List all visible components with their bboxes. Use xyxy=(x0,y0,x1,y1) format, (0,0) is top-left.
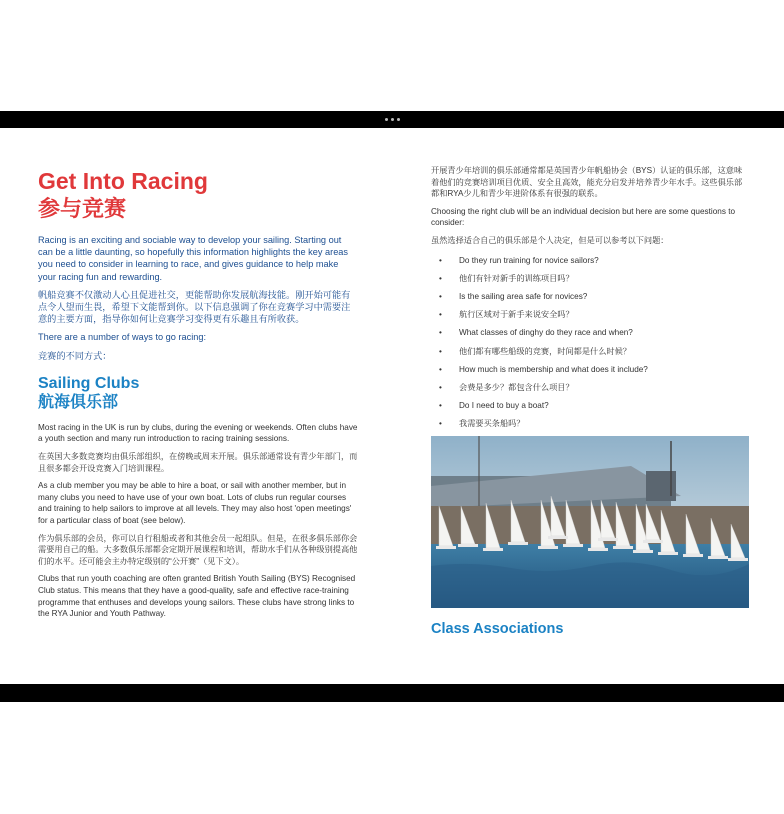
question-item: • 航行区域对于新手来说安全吗？ xyxy=(431,309,749,320)
section-heading-sailing-clubs: Sailing Clubs xyxy=(38,374,140,392)
questions-list xyxy=(431,255,749,430)
question-item: • What classes of dinghy do they race and when? xyxy=(431,327,749,338)
section-heading-sailing-clubs-zh: 航海俱乐部 xyxy=(38,393,119,411)
question-item: • 我需要买条船吗？ xyxy=(431,418,749,429)
paragraph: Most racing in the UK is run by clubs, during the evening or weekends. Often clubs have a youth section and many run introduction to racing training sessions. xyxy=(38,422,358,444)
question-item: • Is the sailing area safe for novices? xyxy=(431,291,749,302)
section-heading-class-associations: Class Associations xyxy=(431,621,564,638)
paragraph: Clubs that run youth coaching are often granted British Youth Sailing (BYS) Recognised Club status. This means that they have a good-quality, safe and effective race-training programme that enthuses and develops young sailors. These clubs have strong links to the RYA Junior and Youth Pathway. xyxy=(38,574,356,619)
question-item: • 他们有针对新手的训练项目吗？ xyxy=(431,273,749,284)
more-options-icon[interactable] xyxy=(0,111,784,128)
intro-en: Racing is an exciting and sociable way to develop your sailing. Starting out can be a little daunting, so hopefully this information highlights the key areas you need to consider in learning to race, and gives guidance to help make your racing fun and rewarding. xyxy=(38,235,349,282)
paragraph-zh: 虽然选择适合自己的俱乐部是个人决定，但是可以参考以下问题： xyxy=(431,235,669,245)
page-title-zh: 参与竞赛 xyxy=(38,196,127,221)
paragraph: As a club member you may be able to hire a boat, or sail with another member, but in many clubs you need to have use of your own boat. Lots of clubs run regular courses and training to help sailors to improve at all levels. They may also host 'open meetings' for a particular class of boat (see below). xyxy=(38,481,352,525)
left-column xyxy=(38,168,358,626)
paragraph: Choosing the right club will be an individual decision but here are some questions to consider: xyxy=(431,206,736,228)
question-item: • Do they run training for novice sailors? xyxy=(431,255,749,266)
question-item: • 他们都有哪些船级的竞赛，时间都是什么时候？ xyxy=(431,346,749,357)
page-title: Get Into Racing xyxy=(38,168,208,194)
ways-en: There are a number of ways to go racing: xyxy=(38,332,207,343)
sailing-dinghies-photo xyxy=(431,436,749,608)
question-item: • How much is membership and what does it include? xyxy=(431,364,749,375)
paragraph-zh: 开展青少年培训的俱乐部通常都是英国青少年帆船协会（BYS）认证的俱乐部，这意味着他们的竞赛培训项目优质、安全且高效，能充分启发并培养青少年水手。这些俱乐部都和RYA少儿和青少年进阶体系有很强的联系。 xyxy=(431,166,743,199)
ways-zh: 竞赛的不同方式： xyxy=(38,350,112,361)
question-item: • Do I need to buy a boat? xyxy=(431,400,749,411)
question-item: • 会费是多少？都包含什么项目？ xyxy=(431,382,749,393)
intro-zh: 帆船竞赛不仅激动人心且促进社交，更能帮助你发展航海技能。刚开始可能有点令人望而生畏，希望下文能帮到你。以下信息强调了你在竞赛学习中需要注意的主要方面，指导你如何让竞赛学习变得更有乐趣且有所收获。 xyxy=(38,289,351,325)
right-column xyxy=(431,165,749,638)
paragraph-zh: 在英国大多数竞赛均由俱乐部组织，在傍晚或周末开展。俱乐部通常设有青少年部门，而且很多都会开设竞赛入门培训课程。 xyxy=(38,452,358,473)
paragraph-zh: 作为俱乐部的会员，你可以自行租船或者和其他会员一起组队。但是，在很多俱乐部你会需要用自己的船。大多数俱乐部都会定期开展课程和培训，帮助水手们从各种级别提高他们的水平。还可能会主办特定级别的“公开赛”（见下文）。 xyxy=(38,533,358,566)
viewer-bottom-bar xyxy=(0,684,784,702)
